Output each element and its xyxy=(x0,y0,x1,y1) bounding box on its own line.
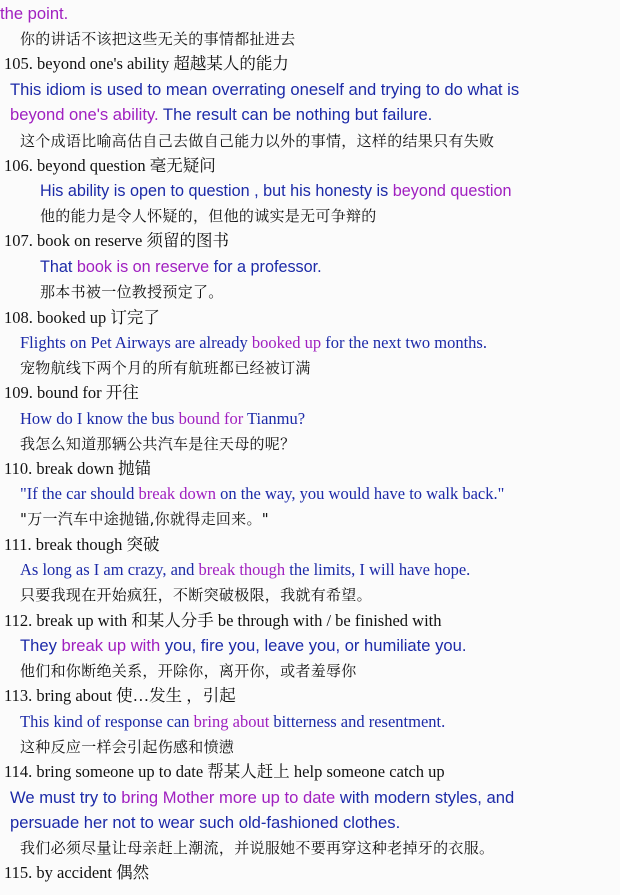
text-line xyxy=(20,28,295,50)
text-span: 这个成语比喻高估自己去做自己能力以外的事情，这样的结果只有失败 xyxy=(20,132,495,150)
highlighted-phrase: bring about xyxy=(193,712,270,731)
text-span: How do I know the bus xyxy=(20,409,179,428)
text-line xyxy=(20,837,494,859)
text-line xyxy=(20,711,445,733)
text-line xyxy=(20,433,295,455)
text-line xyxy=(10,79,519,101)
text-span: 106. beyond question 毫无疑问 xyxy=(4,156,216,175)
text-span: 107. book on reserve 须留的图书 xyxy=(4,231,230,250)
text-span: 我怎么知道那辆公共汽车是往天母的呢？ xyxy=(20,435,296,453)
highlighted-phrase: the point. xyxy=(0,4,69,23)
text-span: "万一汽车中途抛锚,你就得走回来。" xyxy=(20,510,269,528)
highlighted-phrase: break down xyxy=(138,484,216,503)
highlighted-phrase: bound for xyxy=(178,409,244,428)
text-line xyxy=(20,332,487,354)
text-span: persuade her not to wear such old-fashioned clothes. xyxy=(10,813,401,832)
text-line xyxy=(20,736,234,758)
text-span: As long as I am crazy, and xyxy=(20,560,199,579)
text-line xyxy=(20,357,311,379)
highlighted-phrase: beyond one's ability. xyxy=(10,105,159,124)
text-span: They xyxy=(20,636,62,655)
text-line xyxy=(20,508,269,530)
text-span: 114. bring someone up to date 帮某人赶上 help someone catch up xyxy=(4,762,445,781)
text-line xyxy=(20,483,504,505)
text-span: you, fire you, leave you, or humiliate you. xyxy=(160,636,467,655)
text-line xyxy=(20,584,372,606)
text-line xyxy=(4,534,160,556)
text-line xyxy=(4,685,236,707)
text-line xyxy=(20,559,470,581)
text-span: We must try to xyxy=(10,788,122,807)
highlighted-phrase: break though xyxy=(198,560,286,579)
text-line xyxy=(4,307,160,329)
text-span: Flights on Pet Airways are already xyxy=(20,333,252,352)
text-line xyxy=(20,408,305,430)
text-span: That xyxy=(40,258,77,276)
text-span: "If the car should xyxy=(20,484,139,503)
text-span: His ability is open to question , but his honesty is xyxy=(40,182,393,200)
text-span: 112. break up with 和某人分手 be through with / be finished with xyxy=(4,611,442,630)
text-line xyxy=(4,230,229,252)
text-span: This kind of response can xyxy=(20,712,194,731)
text-line xyxy=(40,205,377,227)
text-line xyxy=(10,787,514,809)
text-span: for the next two months. xyxy=(321,333,487,352)
text-line xyxy=(20,660,357,682)
text-span: 111. break though 突破 xyxy=(4,535,160,554)
text-line xyxy=(4,862,149,884)
text-line xyxy=(20,635,466,657)
text-span: on the way, you would have to walk back." xyxy=(215,484,505,503)
text-line xyxy=(4,382,139,404)
text-span: Tianmu? xyxy=(243,409,306,428)
text-line xyxy=(4,155,216,177)
text-span: 105. beyond one's ability 超越某人的能力 xyxy=(4,54,289,73)
text-span: 我们必须尽量让母亲赶上潮流，并说服她不要再穿这种老掉牙的衣服。 xyxy=(20,839,495,857)
text-span: for a professor. xyxy=(209,258,322,276)
text-line xyxy=(20,130,494,152)
highlighted-phrase: book is on reserve xyxy=(76,258,210,276)
text-line xyxy=(40,180,512,202)
text-span: 他们和你断绝关系，开除你，离开你，或者羞辱你 xyxy=(20,662,357,680)
text-line xyxy=(4,610,442,632)
text-line xyxy=(40,281,224,303)
text-span: This idiom is used to mean overrating oneself and trying to do what is xyxy=(10,80,520,99)
text-span: bitterness and resentment. xyxy=(269,712,446,731)
text-span: 你的讲话不该把这些无关的事情都扯进去 xyxy=(20,30,296,48)
text-span: 108. booked up 订完了 xyxy=(4,308,160,327)
text-line xyxy=(10,812,400,834)
text-span: 他的能力是令人怀疑的，但他的诚实是无可争辩的 xyxy=(40,207,377,225)
text-span: 那本书被一位教授预定了。 xyxy=(40,283,224,301)
text-line xyxy=(10,104,432,126)
text-line xyxy=(40,256,322,278)
text-span: The result can be nothing but failure. xyxy=(158,105,433,124)
text-span: 113. bring about 使…发生 ，引起 xyxy=(4,686,236,705)
highlighted-phrase: beyond question xyxy=(392,182,512,200)
text-line xyxy=(4,458,151,480)
text-span: 115. by accident 偶然 xyxy=(4,863,150,882)
text-span: 宠物航线下两个月的所有航班都已经被订满 xyxy=(20,359,311,377)
text-span: 这种反应一样会引起伤感和愤懑 xyxy=(20,738,235,756)
text-span: 109. bound for 开往 xyxy=(4,383,139,402)
highlighted-phrase: bring Mother more up to date xyxy=(121,788,336,807)
text-line xyxy=(0,3,68,25)
text-span: the limits, I will have hope. xyxy=(285,560,471,579)
text-line xyxy=(4,53,289,75)
highlighted-phrase: booked up xyxy=(251,333,322,352)
text-line xyxy=(4,761,445,783)
text-span: with modern styles, and xyxy=(335,788,515,807)
text-span: 只要我现在开始疯狂，不断突破极限，我就有希望。 xyxy=(20,586,372,604)
highlighted-phrase: break up with xyxy=(61,636,161,655)
text-span: 110. break down 抛锚 xyxy=(4,459,151,478)
